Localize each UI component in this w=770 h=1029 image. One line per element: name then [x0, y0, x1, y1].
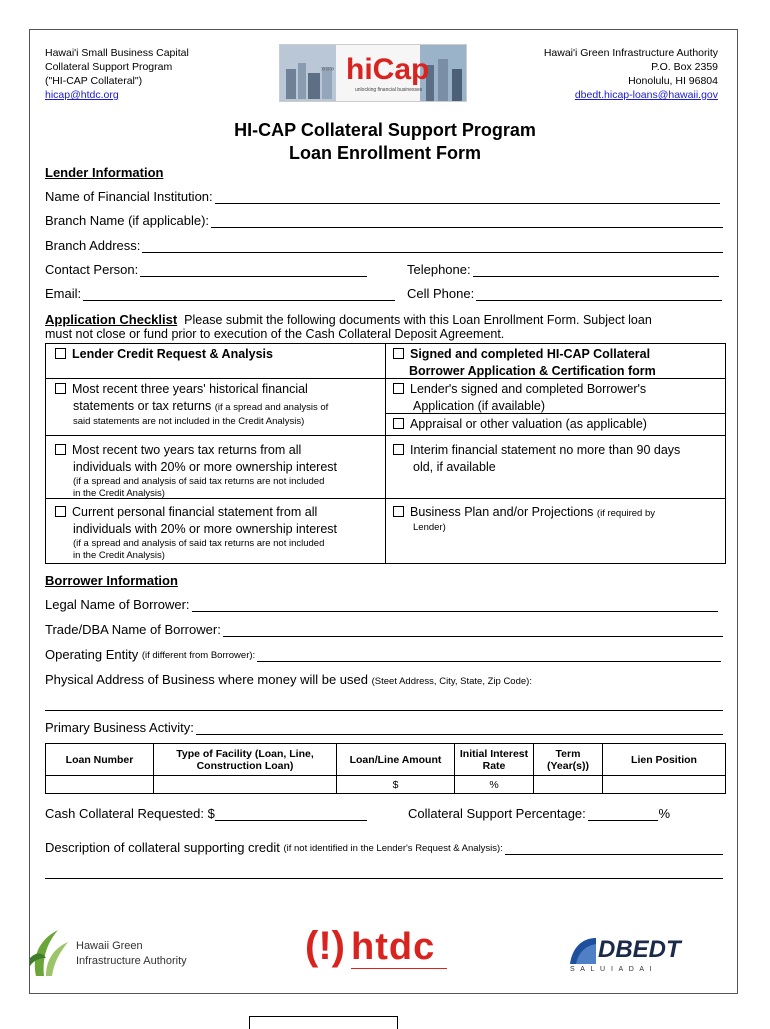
cell-phone-label: Cell Phone: — [407, 286, 475, 301]
support-percentage-label: Collateral Support Percentage: — [408, 806, 586, 821]
checkbox[interactable] — [55, 444, 66, 455]
physical-address-line[interactable] — [45, 700, 723, 711]
hicap-logo — [279, 44, 467, 102]
checkbox[interactable] — [393, 383, 404, 394]
wave-icon — [568, 936, 598, 966]
collateral-description-label: Description of collateral supporting credit — [45, 840, 280, 855]
dbedt-email-link[interactable]: dbedt.hicap-loans@hawaii.gov — [574, 89, 718, 101]
dba-name-field[interactable] — [45, 622, 723, 637]
header-right-line: Hawai'i Green Infrastructure Authority — [543, 47, 718, 59]
cell-phone-field[interactable] — [407, 286, 722, 301]
form-title: HI-CAP Collateral Support Program — [234, 120, 536, 140]
checklist-item-credit-request[interactable]: Lender Credit Request & Analysis — [55, 346, 273, 363]
email-label: Email: — [45, 286, 82, 301]
dbedt-logo-text: DBEDT — [598, 936, 681, 963]
table-row — [46, 776, 726, 794]
checklist-item-historical-financials[interactable]: Most recent three years' historical financial statements or tax returns (if a spread and analysis of said statements are not included in the Credit Analysis) — [55, 381, 328, 428]
collateral-description-note: (if not identified in the Lender's Request & Analysis): — [283, 843, 503, 854]
loan-table — [45, 743, 726, 794]
facility-type-cell[interactable] — [154, 776, 337, 794]
checkbox[interactable] — [55, 506, 66, 517]
branch-name-field[interactable] — [45, 213, 723, 228]
term-cell[interactable] — [534, 776, 603, 794]
telephone-field[interactable] — [407, 262, 719, 277]
header-left — [45, 46, 189, 102]
header-left-line: Collateral Support Program — [45, 61, 173, 73]
legal-name-field[interactable] — [45, 597, 718, 612]
term-header: Term (Year(s)) — [534, 744, 603, 776]
checklist-heading: Application Checklist — [45, 312, 178, 327]
amount-cell[interactable]: $ — [337, 776, 455, 794]
checklist-item-interim-statement[interactable]: Interim financial statement no more than 90 days old, if available — [393, 442, 680, 476]
header-left-line: Hawai'i Small Business Capital — [45, 47, 189, 59]
svg-text:»»»: »»» — [321, 64, 335, 73]
lien-position-header: Lien Position — [603, 744, 726, 776]
institution-field[interactable] — [45, 189, 720, 204]
facility-type-header: Type of Facility (Loan, Line, Construction Loan) — [154, 744, 337, 776]
checklist-item-hicap-application[interactable]: Signed and completed HI-CAP Collateral Borrower Application & Certification form — [393, 346, 656, 380]
physical-address-label: Physical Address of Business where money will be used (Steet Address, City, State, Zip Code): — [45, 672, 532, 687]
checklist-intro-line1: Please submit the following documents with this Loan Enrollment Form. Subject loan — [184, 313, 652, 327]
loan-number-cell[interactable] — [46, 776, 154, 794]
percent-sign: % — [658, 806, 670, 821]
branch-name-label: Branch Name (if applicable): — [45, 213, 210, 228]
checkbox[interactable] — [55, 383, 66, 394]
support-percentage-field[interactable] — [408, 806, 670, 821]
telephone-label: Telephone: — [407, 262, 471, 277]
institution-label: Name of Financial Institution: — [45, 189, 213, 204]
dbedt-logo-subtext: S A L U I A D A I — [570, 966, 654, 973]
checkbox[interactable] — [393, 418, 404, 429]
checkbox[interactable] — [55, 348, 66, 359]
interest-rate-cell[interactable]: % — [455, 776, 534, 794]
checkbox[interactable] — [393, 348, 404, 359]
email-field[interactable] — [45, 286, 395, 301]
leaf-icon — [28, 928, 70, 978]
exclamation-icon: (!) — [305, 924, 345, 968]
header-right-line: Honolulu, HI 96804 — [628, 75, 718, 87]
contact-person-label: Contact Person: — [45, 262, 139, 277]
form-subtitle: Loan Enrollment Form — [288, 143, 481, 163]
hgia-logo-text: Hawaii Green Infrastructure Authority — [76, 940, 187, 967]
interest-rate-header: Initial Interest Rate — [455, 744, 534, 776]
header-right — [544, 46, 718, 102]
checklist-item-borrower-application[interactable]: Lender's signed and completed Borrower's Application (if available) — [393, 381, 646, 415]
amount-header: Loan/Line Amount — [337, 744, 455, 776]
cash-collateral-label: Cash Collateral Requested: $ — [45, 806, 215, 821]
checkbox[interactable] — [393, 444, 404, 455]
cash-collateral-field[interactable] — [45, 806, 367, 821]
operating-entity-label: Operating Entity — [45, 647, 139, 662]
operating-entity-field[interactable] — [45, 647, 721, 662]
contact-person-field[interactable] — [45, 262, 367, 277]
legal-name-label: Legal Name of Borrower: — [45, 597, 190, 612]
hicap-logo-text: hiCap — [346, 53, 430, 86]
primary-activity-field[interactable] — [45, 720, 723, 735]
collateral-description-line[interactable] — [45, 868, 723, 879]
htdc-logo — [305, 924, 450, 974]
borrower-heading: Borrower Information — [45, 573, 178, 588]
checklist-item-tax-returns[interactable]: Most recent two years tax returns from all individuals with 20% or more ownership interest (if a spread and analysis of said tax returns are not included in the Credit Analysis) — [55, 442, 337, 500]
lender-heading: Lender Information — [45, 165, 164, 180]
dba-name-label: Trade/DBA Name of Borrower: — [45, 622, 221, 637]
checkbox[interactable] — [393, 506, 404, 517]
lien-position-cell[interactable] — [603, 776, 726, 794]
header-left-line: ("HI-CAP Collateral") — [45, 75, 143, 87]
operating-entity-note: (if different from Borrower): — [141, 650, 256, 661]
checklist-item-appraisal[interactable]: Appraisal or other valuation (as applicable) — [393, 416, 647, 433]
hicap-email-link[interactable]: hicap@htdc.org — [45, 89, 119, 101]
hgia-logo — [28, 928, 208, 980]
collateral-description-field[interactable] — [45, 840, 723, 855]
hicap-logo-tagline: unlocking financial businesses — [355, 87, 423, 93]
checklist-intro-line2: must not close or fund prior to execution of the Cash Collateral Deposit Agreement. — [45, 327, 505, 341]
htdc-underline — [351, 968, 447, 969]
checklist-item-business-plan[interactable]: Business Plan and/or Projections (if required by Lender) — [393, 504, 655, 534]
page-tab — [249, 1016, 398, 1029]
branch-address-field[interactable] — [45, 238, 723, 253]
branch-address-label: Branch Address: — [45, 238, 141, 253]
checklist-intro — [45, 312, 652, 327]
dbedt-logo — [568, 936, 713, 976]
checklist-item-personal-financial[interactable]: Current personal financial statement from all individuals with 20% or more ownership interest (if a spread and analysis of said tax returns are not included in the Credit Analysis) — [55, 504, 337, 562]
primary-activity-label: Primary Business Activity: — [45, 720, 194, 735]
loan-number-header: Loan Number — [46, 744, 154, 776]
htdc-logo-text: htdc — [351, 926, 436, 968]
header-right-line: P.O. Box 2359 — [651, 61, 718, 73]
